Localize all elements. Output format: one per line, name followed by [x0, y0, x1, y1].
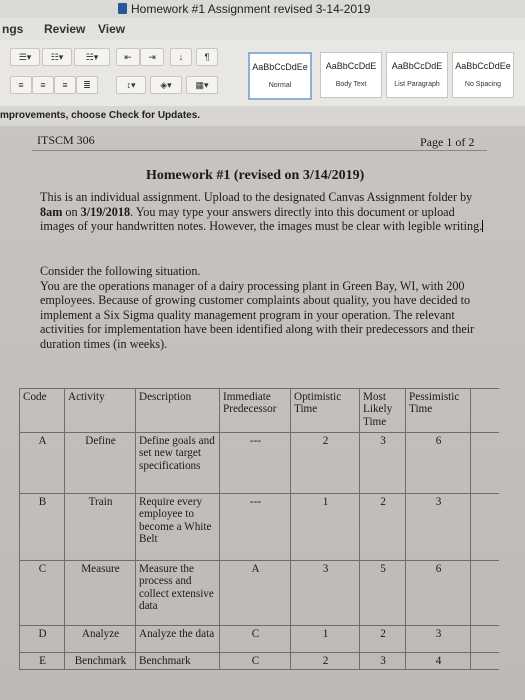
instructions-text: . You may type your answers directly into this document or upload images of your handwritten notes. However, the images must be clear with legible writing. [40, 204, 483, 234]
header-page-number: Page 1 of 2 [420, 135, 475, 149]
line-spacing-icon[interactable]: ↕▾ [116, 76, 146, 94]
cell-activity: Train [64, 494, 135, 560]
table-row [19, 433, 499, 494]
cell-most-likely: 5 [359, 561, 405, 625]
header-course: ITSCM 306 [37, 133, 95, 147]
style-list-paragraph[interactable] [386, 52, 448, 98]
header-most-likely: Most Likely Time [359, 389, 405, 432]
deadline-date: 3/19/2018 [80, 204, 131, 219]
sort-icon[interactable]: ↓ [170, 48, 192, 66]
tab-view[interactable]: View [98, 22, 126, 36]
paragraph-marks-icon[interactable]: ¶ [196, 48, 218, 66]
align-center-icon[interactable]: ≡ [32, 76, 54, 94]
cell-optimistic: 2 [290, 653, 359, 669]
borders-icon[interactable]: ▦▾ [186, 76, 218, 94]
header-predecessor: Immediate Predecessor [219, 389, 290, 432]
cell-description: Require every employee to become a White Belt [135, 494, 219, 560]
style-name: No Spacing [464, 81, 502, 88]
cell-optimistic: 2 [290, 433, 359, 493]
cell-activity: Benchmark [64, 653, 135, 669]
style-sample: AaBbCcDdEe [252, 62, 308, 72]
situation-text: You are the operations manager of a dairy processing plant in Green Bay, WI, with 200 employees. Because of growing customer complaints about quality, you have decided to implement a Six Sigma quality management program in your operation. The relevant activities for implementation have been identified along with their predecessors and their duration times (in weeks). [40, 278, 475, 351]
style-body-text[interactable] [320, 52, 382, 98]
cell-pessimistic: 6 [405, 433, 471, 493]
style-sample: AaBbCcDdEe [455, 61, 511, 71]
cell-activity: Analyze [64, 626, 135, 652]
shading-icon[interactable]: ◈▾ [150, 76, 182, 94]
multilevel-list-icon[interactable]: ☵▾ [74, 48, 110, 66]
text-cursor [482, 220, 483, 232]
header-optimistic: Optimistic Time [290, 389, 359, 432]
style-sample: AaBbCcDdE [391, 61, 443, 71]
document-title: Homework #1 (revised on 3/14/2019) [146, 168, 365, 183]
cell-predecessor: --- [219, 494, 290, 560]
activity-table [19, 388, 499, 670]
cell-most-likely: 3 [359, 433, 405, 493]
cell-most-likely: 2 [359, 494, 405, 560]
situation-intro: Consider the following situation. [40, 264, 201, 278]
bullets-icon[interactable]: ☰▾ [10, 48, 40, 66]
cell-optimistic: 3 [290, 561, 359, 625]
justify-icon[interactable]: ≣ [76, 76, 98, 94]
table-row [19, 561, 499, 626]
update-message-bar [0, 106, 525, 126]
align-right-icon[interactable]: ≡ [54, 76, 76, 94]
cell-code: E [19, 653, 64, 669]
cell-most-likely: 3 [359, 653, 405, 669]
style-sample: AaBbCcDdE [325, 61, 377, 71]
header-code: Code [19, 389, 64, 432]
cell-pessimistic: 6 [405, 561, 471, 625]
cell-code: C [19, 561, 64, 625]
table-row [19, 494, 499, 561]
cell-description: Measure the process and collect extensive data [135, 561, 219, 625]
header-activity: Activity [64, 389, 135, 432]
cell-predecessor: C [219, 653, 290, 669]
word-document-icon [118, 3, 127, 14]
align-left-icon[interactable]: ≡ [10, 76, 32, 94]
cell-optimistic: 1 [290, 626, 359, 652]
tab-settings[interactable]: ngs [2, 22, 24, 36]
table-header-row [19, 388, 499, 433]
cell-description: Analyze the data [135, 626, 219, 652]
cell-predecessor: --- [219, 433, 290, 493]
cell-pessimistic: 4 [405, 653, 471, 669]
cell-code: A [19, 433, 64, 493]
cell-pessimistic: 3 [405, 626, 471, 652]
style-name: List Paragraph [394, 81, 440, 88]
table-row [19, 653, 499, 670]
paragraph-instructions [40, 190, 485, 234]
update-message: mprovements, choose Check for Updates. [0, 110, 201, 121]
header-divider [32, 150, 487, 151]
ribbon-home [0, 40, 525, 107]
window-title-bar [0, 0, 525, 18]
numbering-icon[interactable]: ☷▾ [42, 48, 72, 66]
tab-review[interactable]: Review [44, 22, 86, 36]
header-pessimistic: Pessimistic Time [405, 389, 471, 432]
style-normal[interactable] [248, 52, 312, 100]
cell-description: Define goals and set new target specifications [135, 433, 219, 493]
document-page[interactable] [0, 126, 525, 700]
cell-optimistic: 1 [290, 494, 359, 560]
instructions-text: on [62, 204, 81, 219]
window-title: Homework #1 Assignment revised 3-14-2019 [131, 2, 371, 16]
style-no-spacing[interactable] [452, 52, 514, 98]
cell-activity: Measure [64, 561, 135, 625]
ribbon-tabs [0, 18, 525, 40]
cell-code: B [19, 494, 64, 560]
cell-most-likely: 2 [359, 626, 405, 652]
cell-predecessor: C [219, 626, 290, 652]
decrease-indent-icon[interactable]: ⇤ [116, 48, 140, 66]
instructions-text: This is an individual assignment. Upload to the designated Canvas Assignment folder by [40, 190, 473, 204]
style-name: Normal [268, 82, 292, 89]
deadline-time: 8am [40, 204, 63, 219]
cell-predecessor: A [219, 561, 290, 625]
style-name: Body Text [335, 81, 367, 88]
cell-activity: Define [64, 433, 135, 493]
cell-pessimistic: 3 [405, 494, 471, 560]
table-row [19, 626, 499, 653]
increase-indent-icon[interactable]: ⇥ [140, 48, 164, 66]
header-description: Description [135, 389, 219, 432]
paragraph-situation [40, 264, 485, 352]
cell-code: D [19, 626, 64, 652]
cell-description: Benchmark [135, 653, 219, 669]
